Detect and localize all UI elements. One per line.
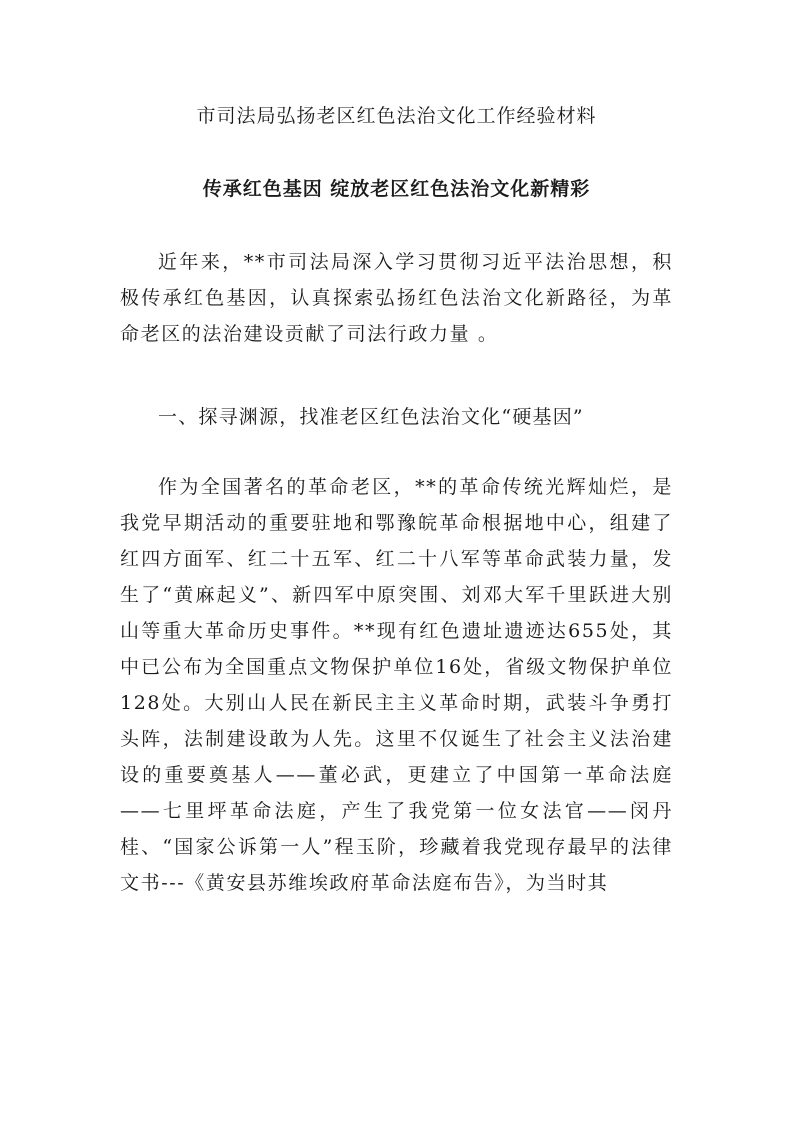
- intro-paragraph: 近年来，**市司法局深入学习贯彻习近平法治思想，积极传承红色基因，认真探索弘扬红色法治文化新路径，为革命老区的法治建设贡献了司法行政力量 。: [120, 251, 673, 345]
- document-subtitle: 传承红色基因 绽放老区红色法治文化新精彩: [202, 178, 591, 200]
- document-title: 市司法局弘扬老区红色法治文化工作经验材料: [196, 105, 597, 127]
- body-paragraph: 作为全国著名的革命老区，**的革命传统光辉灿烂，是我党早期活动的重要驻地和鄂豫皖革命根据地中心，组建了红四方面军、红二十五军、红二十八军等革命武装力量，发生了“黄麻起义”、新四军中原突围、刘邓大军千里跃进大别山等重大革命历史事件。**现有红色遗址遗迹达655处，其中已公布为全国重点文物保护单位16处，省级文物保护单位128处。大别山人民在新民主主义革命时期，武装斗争勇打头阵，法制建设敢为人先。这里不仅诞生了社会主义法治建设的重要奠基人——董必武，更建立了中国第一革命法庭——七里坪革命法庭，产生了我党第一位女法官——闵丹桂、“国家公诉第一人”程玉阶，珍藏着我党现存最早的法律文书---《黄安县苏维埃政府革命法庭布告》，为当时其: [120, 476, 673, 894]
- section-heading: 一、探寻渊源，找准老区红色法治文化“硬基因”: [158, 406, 584, 428]
